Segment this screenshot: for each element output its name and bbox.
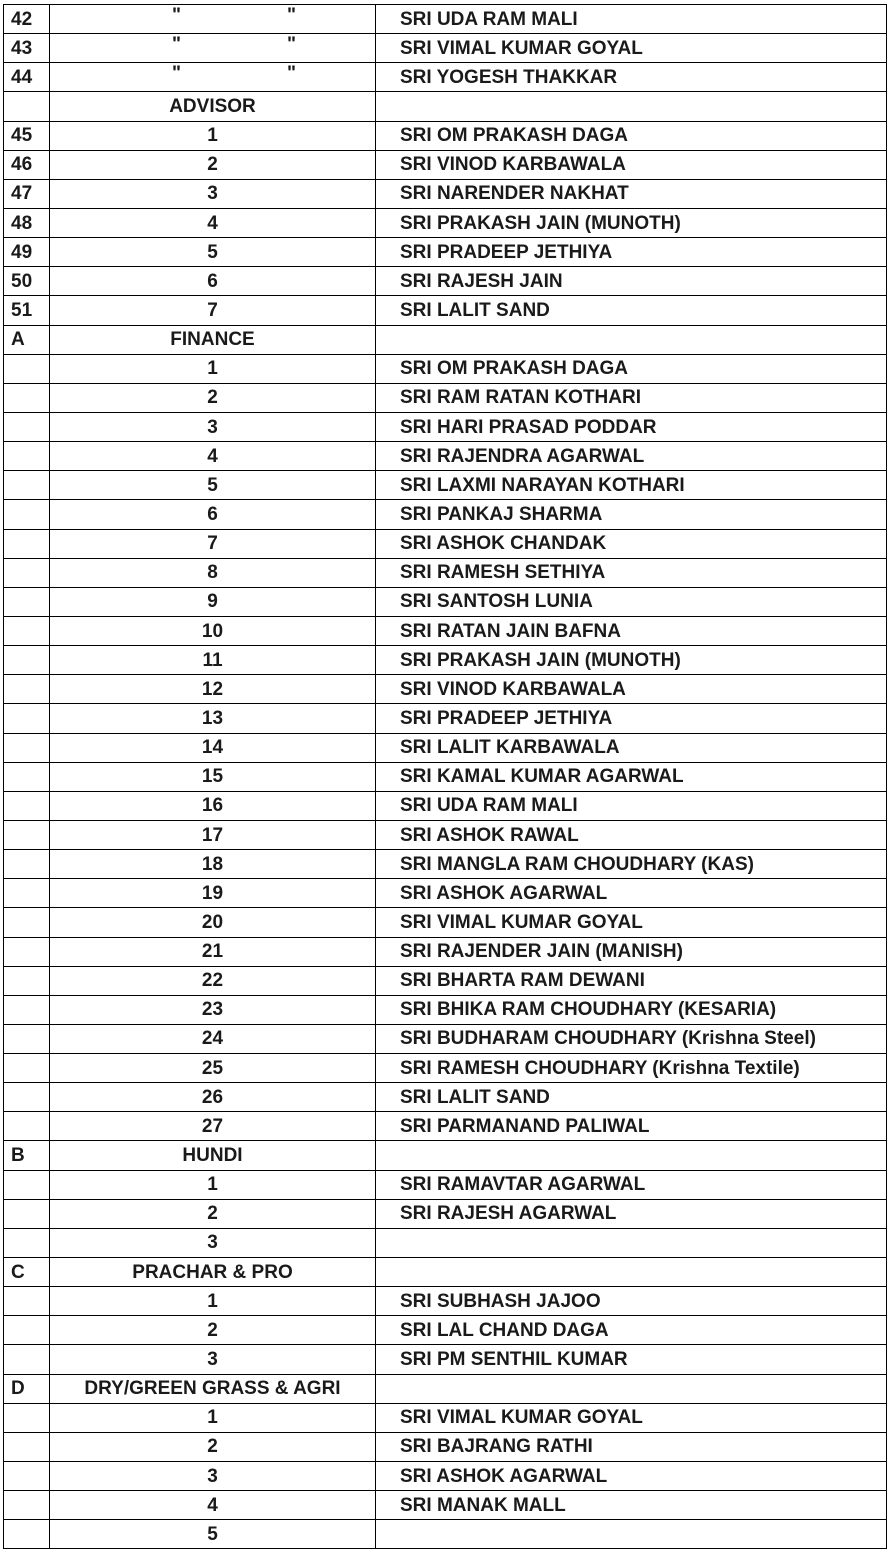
sub-number-or-section-cell: 3 xyxy=(50,179,376,208)
sub-number-or-section-cell: 21 xyxy=(50,937,376,966)
member-name-cell: SRI PM SENTHIL KUMAR xyxy=(376,1345,887,1374)
serial-number-cell xyxy=(4,587,50,616)
table-row xyxy=(4,1520,887,1549)
sub-number-or-section-cell: 1 xyxy=(50,1170,376,1199)
serial-number-cell: 46 xyxy=(4,150,50,179)
member-name-cell: SRI BHIKA RAM CHOUDHARY (KESARIA) xyxy=(376,995,887,1024)
member-name-cell: SRI RAM RATAN KOTHARI xyxy=(376,383,887,412)
member-name-cell xyxy=(376,1228,887,1257)
member-name-cell: SRI YOGESH THAKKAR xyxy=(376,63,887,92)
table-row xyxy=(4,412,887,441)
serial-number-cell xyxy=(4,1054,50,1083)
sub-number-or-section-cell: 2 xyxy=(50,1432,376,1461)
serial-number-cell xyxy=(4,820,50,849)
member-name-cell: SRI MANGLA RAM CHOUDHARY (KAS) xyxy=(376,850,887,879)
sub-number-or-section-cell: 24 xyxy=(50,1024,376,1053)
table-row xyxy=(4,1083,887,1112)
serial-number-cell: 48 xyxy=(4,208,50,237)
sub-number-or-section-cell: 9 xyxy=(50,587,376,616)
ditto-mark: " xyxy=(172,62,182,84)
table-row xyxy=(4,616,887,645)
serial-number-cell: 42 xyxy=(4,5,50,34)
sub-number-or-section-cell: 14 xyxy=(50,733,376,762)
member-name-cell: SRI RAJENDER JAIN (MANISH) xyxy=(376,937,887,966)
ditto-mark: " xyxy=(287,33,297,55)
serial-number-cell xyxy=(4,879,50,908)
serial-number-cell xyxy=(4,646,50,675)
table-row xyxy=(4,296,887,325)
sub-number-or-section-cell: 20 xyxy=(50,908,376,937)
table-row xyxy=(4,1170,887,1199)
ditto-mark: " xyxy=(287,4,297,26)
sub-number-or-section-cell: 1 xyxy=(50,1287,376,1316)
document-page xyxy=(0,4,889,1553)
member-name-cell: SRI BUDHARAM CHOUDHARY (Krishna Steel) xyxy=(376,1024,887,1053)
sub-number-or-section-cell: 2 xyxy=(50,383,376,412)
sub-number-or-section-cell: 5 xyxy=(50,1520,376,1549)
sub-number-or-section-cell: 22 xyxy=(50,966,376,995)
serial-number-cell xyxy=(4,1345,50,1374)
member-name-cell: SRI RATAN JAIN BAFNA xyxy=(376,616,887,645)
ditto-cell xyxy=(50,5,376,34)
serial-number-cell xyxy=(4,850,50,879)
table-row xyxy=(4,558,887,587)
member-name-cell: SRI LALIT SAND xyxy=(376,1083,887,1112)
member-name-cell: SRI VIMAL KUMAR GOYAL xyxy=(376,34,887,63)
member-list-body xyxy=(4,5,887,1549)
sub-number-or-section-cell: 5 xyxy=(50,471,376,500)
member-name-cell: SRI LALIT SAND xyxy=(376,296,887,325)
serial-number-cell xyxy=(4,471,50,500)
member-name-cell: SRI UDA RAM MALI xyxy=(376,5,887,34)
table-row xyxy=(4,179,887,208)
serial-number-cell xyxy=(4,92,50,121)
sub-number-or-section-cell: 27 xyxy=(50,1112,376,1141)
table-row xyxy=(4,820,887,849)
table-row xyxy=(4,1112,887,1141)
sub-number-or-section-cell: 8 xyxy=(50,558,376,587)
table-row xyxy=(4,1024,887,1053)
member-name-cell: SRI LALIT KARBAWALA xyxy=(376,733,887,762)
table-row xyxy=(4,1403,887,1432)
member-name-cell xyxy=(376,1520,887,1549)
sub-number-or-section-cell: 1 xyxy=(50,1403,376,1432)
sub-number-or-section-cell: 18 xyxy=(50,850,376,879)
sub-number-or-section-cell: 4 xyxy=(50,442,376,471)
serial-number-cell: 47 xyxy=(4,179,50,208)
sub-number-or-section-cell: 15 xyxy=(50,762,376,791)
serial-number-cell xyxy=(4,704,50,733)
table-row xyxy=(4,704,887,733)
member-name-cell: SRI ASHOK RAWAL xyxy=(376,820,887,849)
serial-number-cell xyxy=(4,1462,50,1491)
table-row xyxy=(4,1287,887,1316)
table-row xyxy=(4,587,887,616)
sub-number-or-section-cell: 4 xyxy=(50,208,376,237)
sub-number-or-section-cell: FINANCE xyxy=(50,325,376,354)
member-name-cell: SRI RAMAVTAR AGARWAL xyxy=(376,1170,887,1199)
sub-number-or-section-cell: 13 xyxy=(50,704,376,733)
member-name-cell xyxy=(376,325,887,354)
member-name-cell: SRI OM PRAKASH DAGA xyxy=(376,121,887,150)
ditto-mark: " xyxy=(172,4,182,26)
sub-number-or-section-cell: ADVISOR xyxy=(50,92,376,121)
member-name-cell: SRI ASHOK CHANDAK xyxy=(376,529,887,558)
table-row xyxy=(4,529,887,558)
member-name-cell: SRI KAMAL KUMAR AGARWAL xyxy=(376,762,887,791)
serial-number-cell: 45 xyxy=(4,121,50,150)
member-name-cell: SRI RAJENDRA AGARWAL xyxy=(376,442,887,471)
sub-number-or-section-cell: 25 xyxy=(50,1054,376,1083)
sub-number-or-section-cell: 23 xyxy=(50,995,376,1024)
member-name-cell: SRI OM PRAKASH DAGA xyxy=(376,354,887,383)
serial-number-cell xyxy=(4,966,50,995)
member-name-cell: SRI PRADEEP JETHIYA xyxy=(376,704,887,733)
serial-number-cell xyxy=(4,412,50,441)
serial-number-cell: 49 xyxy=(4,238,50,267)
table-row xyxy=(4,238,887,267)
serial-number-cell: 44 xyxy=(4,63,50,92)
sub-number-or-section-cell: 7 xyxy=(50,529,376,558)
table-row xyxy=(4,966,887,995)
table-row xyxy=(4,908,887,937)
member-name-cell: SRI VINOD KARBAWALA xyxy=(376,150,887,179)
sub-number-or-section-cell: 11 xyxy=(50,646,376,675)
sub-number-or-section-cell: 7 xyxy=(50,296,376,325)
ditto-mark: " xyxy=(287,62,297,84)
table-row xyxy=(4,354,887,383)
member-name-cell: SRI UDA RAM MALI xyxy=(376,791,887,820)
member-name-cell: SRI BAJRANG RATHI xyxy=(376,1432,887,1461)
member-name-cell xyxy=(376,1258,887,1287)
serial-number-cell xyxy=(4,383,50,412)
member-name-cell: SRI NARENDER NAKHAT xyxy=(376,179,887,208)
table-row xyxy=(4,1491,887,1520)
table-row xyxy=(4,995,887,1024)
table-row xyxy=(4,1054,887,1083)
serial-number-cell xyxy=(4,1228,50,1257)
serial-number-cell xyxy=(4,675,50,704)
sub-number-or-section-cell: 6 xyxy=(50,500,376,529)
serial-number-cell: A xyxy=(4,325,50,354)
member-name-cell: SRI PRAKASH JAIN (MUNOTH) xyxy=(376,208,887,237)
serial-number-cell: 51 xyxy=(4,296,50,325)
table-row xyxy=(4,1432,887,1461)
member-name-cell: SRI PRADEEP JETHIYA xyxy=(376,238,887,267)
sub-number-or-section-cell: 17 xyxy=(50,820,376,849)
sub-number-or-section-cell: 2 xyxy=(50,1316,376,1345)
table-row xyxy=(4,208,887,237)
table-row xyxy=(4,325,887,354)
serial-number-cell xyxy=(4,995,50,1024)
table-row xyxy=(4,646,887,675)
sub-number-or-section-cell: 2 xyxy=(50,1199,376,1228)
table-row xyxy=(4,442,887,471)
member-name-cell: SRI SANTOSH LUNIA xyxy=(376,587,887,616)
member-name-cell: SRI PARMANAND PALIWAL xyxy=(376,1112,887,1141)
sub-number-or-section-cell: DRY/GREEN GRASS & AGRI xyxy=(50,1374,376,1403)
serial-number-cell xyxy=(4,529,50,558)
table-row xyxy=(4,150,887,179)
member-name-cell: SRI VINOD KARBAWALA xyxy=(376,675,887,704)
serial-number-cell xyxy=(4,1287,50,1316)
serial-number-cell xyxy=(4,1316,50,1345)
sub-number-or-section-cell: 26 xyxy=(50,1083,376,1112)
sub-number-or-section-cell: 5 xyxy=(50,238,376,267)
serial-number-cell: C xyxy=(4,1258,50,1287)
table-row xyxy=(4,92,887,121)
serial-number-cell xyxy=(4,1520,50,1549)
table-row xyxy=(4,63,887,92)
table-row xyxy=(4,500,887,529)
serial-number-cell xyxy=(4,442,50,471)
table-row xyxy=(4,733,887,762)
sub-number-or-section-cell: 4 xyxy=(50,1491,376,1520)
serial-number-cell xyxy=(4,1199,50,1228)
sub-number-or-section-cell: 16 xyxy=(50,791,376,820)
member-name-cell xyxy=(376,92,887,121)
table-row xyxy=(4,1199,887,1228)
member-name-cell xyxy=(376,1141,887,1170)
member-name-cell: SRI RAJESH AGARWAL xyxy=(376,1199,887,1228)
serial-number-cell xyxy=(4,1112,50,1141)
sub-number-or-section-cell: 3 xyxy=(50,1228,376,1257)
table-row xyxy=(4,1345,887,1374)
sub-number-or-section-cell: 1 xyxy=(50,121,376,150)
member-name-cell: SRI SUBHASH JAJOO xyxy=(376,1287,887,1316)
table-row xyxy=(4,1374,887,1403)
sub-number-or-section-cell: 3 xyxy=(50,412,376,441)
sub-number-or-section-cell: 2 xyxy=(50,150,376,179)
table-row xyxy=(4,121,887,150)
serial-number-cell xyxy=(4,558,50,587)
ditto-cell xyxy=(50,63,376,92)
member-name-cell: SRI LAL CHAND DAGA xyxy=(376,1316,887,1345)
sub-number-or-section-cell: 12 xyxy=(50,675,376,704)
member-name-cell: SRI VIMAL KUMAR GOYAL xyxy=(376,1403,887,1432)
member-name-cell: SRI HARI PRASAD PODDAR xyxy=(376,412,887,441)
serial-number-cell xyxy=(4,1170,50,1199)
serial-number-cell: D xyxy=(4,1374,50,1403)
serial-number-cell xyxy=(4,354,50,383)
table-row xyxy=(4,1258,887,1287)
sub-number-or-section-cell: 3 xyxy=(50,1462,376,1491)
sub-number-or-section-cell: 19 xyxy=(50,879,376,908)
sub-number-or-section-cell: 3 xyxy=(50,1345,376,1374)
member-name-cell: SRI MANAK MALL xyxy=(376,1491,887,1520)
serial-number-cell xyxy=(4,1024,50,1053)
serial-number-cell xyxy=(4,791,50,820)
sub-number-or-section-cell: 10 xyxy=(50,616,376,645)
member-name-cell: SRI ASHOK AGARWAL xyxy=(376,1462,887,1491)
member-name-cell xyxy=(376,1374,887,1403)
sub-number-or-section-cell: 6 xyxy=(50,267,376,296)
serial-number-cell xyxy=(4,500,50,529)
member-name-cell: SRI LAXMI NARAYAN KOTHARI xyxy=(376,471,887,500)
serial-number-cell: B xyxy=(4,1141,50,1170)
serial-number-cell xyxy=(4,1491,50,1520)
ditto-cell xyxy=(50,34,376,63)
table-row xyxy=(4,937,887,966)
ditto-mark: " xyxy=(172,33,182,55)
table-row xyxy=(4,791,887,820)
serial-number-cell xyxy=(4,733,50,762)
table-row xyxy=(4,1462,887,1491)
serial-number-cell xyxy=(4,1403,50,1432)
member-name-cell: SRI VIMAL KUMAR GOYAL xyxy=(376,908,887,937)
table-row xyxy=(4,267,887,296)
serial-number-cell xyxy=(4,908,50,937)
table-row xyxy=(4,471,887,500)
member-name-cell: SRI PANKAJ SHARMA xyxy=(376,500,887,529)
table-row xyxy=(4,1228,887,1257)
serial-number-cell xyxy=(4,937,50,966)
serial-number-cell xyxy=(4,1083,50,1112)
table-row xyxy=(4,879,887,908)
member-list-table xyxy=(3,4,887,1549)
member-name-cell: SRI ASHOK AGARWAL xyxy=(376,879,887,908)
table-row xyxy=(4,5,887,34)
table-row xyxy=(4,34,887,63)
table-row xyxy=(4,1141,887,1170)
member-name-cell: SRI RAJESH JAIN xyxy=(376,267,887,296)
sub-number-or-section-cell: PRACHAR & PRO xyxy=(50,1258,376,1287)
table-row xyxy=(4,675,887,704)
table-row xyxy=(4,762,887,791)
serial-number-cell xyxy=(4,762,50,791)
table-row xyxy=(4,383,887,412)
table-row xyxy=(4,1316,887,1345)
sub-number-or-section-cell: HUNDI xyxy=(50,1141,376,1170)
serial-number-cell xyxy=(4,1432,50,1461)
serial-number-cell: 43 xyxy=(4,34,50,63)
serial-number-cell: 50 xyxy=(4,267,50,296)
table-row xyxy=(4,850,887,879)
member-name-cell: SRI BHARTA RAM DEWANI xyxy=(376,966,887,995)
member-name-cell: SRI RAMESH SETHIYA xyxy=(376,558,887,587)
serial-number-cell xyxy=(4,616,50,645)
member-name-cell: SRI RAMESH CHOUDHARY (Krishna Textile) xyxy=(376,1054,887,1083)
sub-number-or-section-cell: 1 xyxy=(50,354,376,383)
member-name-cell: SRI PRAKASH JAIN (MUNOTH) xyxy=(376,646,887,675)
